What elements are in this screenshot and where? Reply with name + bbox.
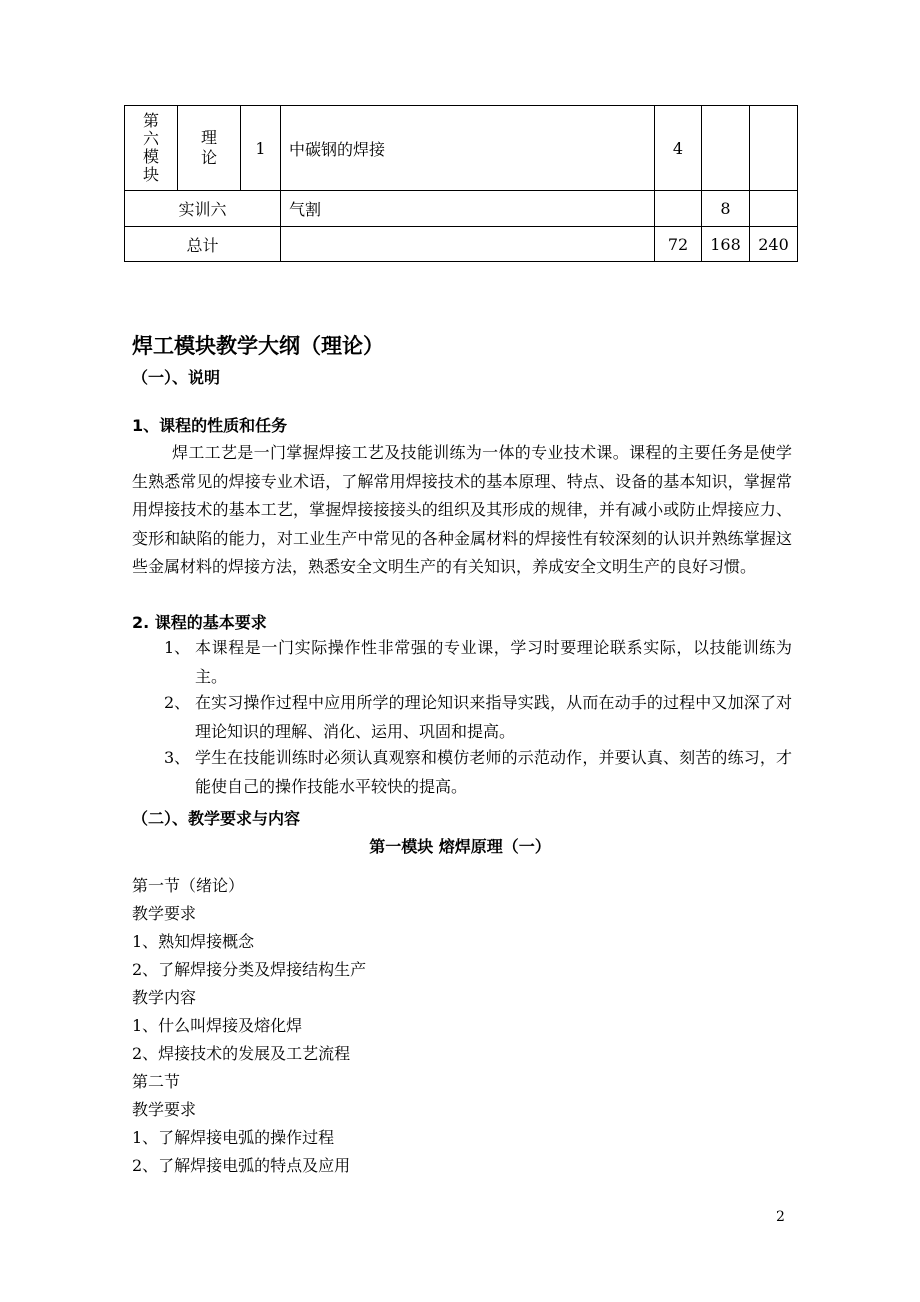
list-item: 1、了解焊接电弧的操作过程 — [132, 1128, 335, 1147]
subsection-heading: 2. 课程的基本要求 — [132, 613, 267, 632]
theory-hours-cell: 4 — [655, 106, 702, 191]
table-row — [125, 227, 798, 262]
list-item: 1、什么叫焊接及熔化焊 — [132, 1016, 303, 1035]
table-row — [125, 106, 798, 191]
list-item: 3、 学生在技能训练时必须认真观察和模仿老师的示范动作，并要认真、刻苦的练习，才能使自己的操作技能水平较快的提高。 — [164, 748, 792, 796]
section-heading: （二）、教学要求与内容 — [132, 809, 301, 828]
content-cell: 中碳钢的焊接 — [281, 106, 655, 191]
total-hours-cell — [750, 191, 798, 227]
theory-hours-cell — [655, 191, 702, 227]
theory-hours-cell: 72 — [655, 227, 702, 262]
practice-hours-cell: 168 — [702, 227, 750, 262]
total-hours-cell — [750, 106, 798, 191]
content-cell: 气割 — [281, 191, 655, 227]
list-item: 教学要求 — [132, 1100, 197, 1119]
label-cell: 总计 — [125, 227, 281, 262]
page-number: 2 — [776, 1209, 785, 1225]
label-cell: 实训六 — [125, 191, 281, 227]
type-cell: 理论 — [178, 106, 241, 191]
total-hours-cell: 240 — [750, 227, 798, 262]
list-item: 教学要求 — [132, 904, 197, 923]
module-cell: 第六模块 — [125, 106, 178, 191]
section-heading: （一）、说明 — [132, 368, 221, 387]
table-row — [125, 191, 798, 227]
content-cell — [281, 227, 655, 262]
module-heading: 第一模块 熔焊原理（一） — [369, 837, 551, 856]
list-item: 教学内容 — [132, 988, 197, 1007]
list-item: 2、焊接技术的发展及工艺流程 — [132, 1044, 351, 1063]
practice-hours-cell — [702, 106, 750, 191]
list-item: 2、了解焊接分类及焊接结构生产 — [132, 960, 367, 979]
list-item: 1、熟知焊接概念 — [132, 932, 255, 951]
subsection-heading: 1、课程的性质和任务 — [132, 416, 288, 435]
list-item: 1、 本课程是一门实际操作性非常强的专业课，学习时要理论联系实际，以技能训练为主。 — [164, 638, 792, 686]
list-item: 第二节 — [132, 1072, 181, 1091]
course-description: 焊工工艺是一门掌握焊接工艺及技能训练为一体的专业技术课。课程的主要任务是使学生熟悉常见的焊接专业术语，了解常用焊接技术的基本原理、特点、设备的基本知识，掌握常用焊接技术的基本工艺，掌握焊接接接头的组织及其形成的规律，并有减小或防止焊接应力、变形和缺陷的能力，对工业生产中常见的各种金属材料的焊接性有较深刻的认识并熟练掌握这些金属材料的焊接方法，熟悉安全文明生产的有关知识，养成安全文明生产的良好习惯。 — [132, 443, 792, 576]
list-item: 2、 在实习操作过程中应用所学的理论知识来指导实践，从而在动手的过程中又加深了对理论知识的理解、消化、运用、巩固和提高。 — [164, 693, 792, 741]
list-item: 第一节（绪论） — [132, 876, 245, 895]
schedule-table — [124, 105, 798, 262]
practice-hours-cell: 8 — [702, 191, 750, 227]
index-cell: 1 — [241, 106, 281, 191]
list-item: 2、了解焊接电弧的特点及应用 — [132, 1156, 351, 1175]
document-title: 焊工模块教学大纲（理论） — [132, 334, 384, 358]
